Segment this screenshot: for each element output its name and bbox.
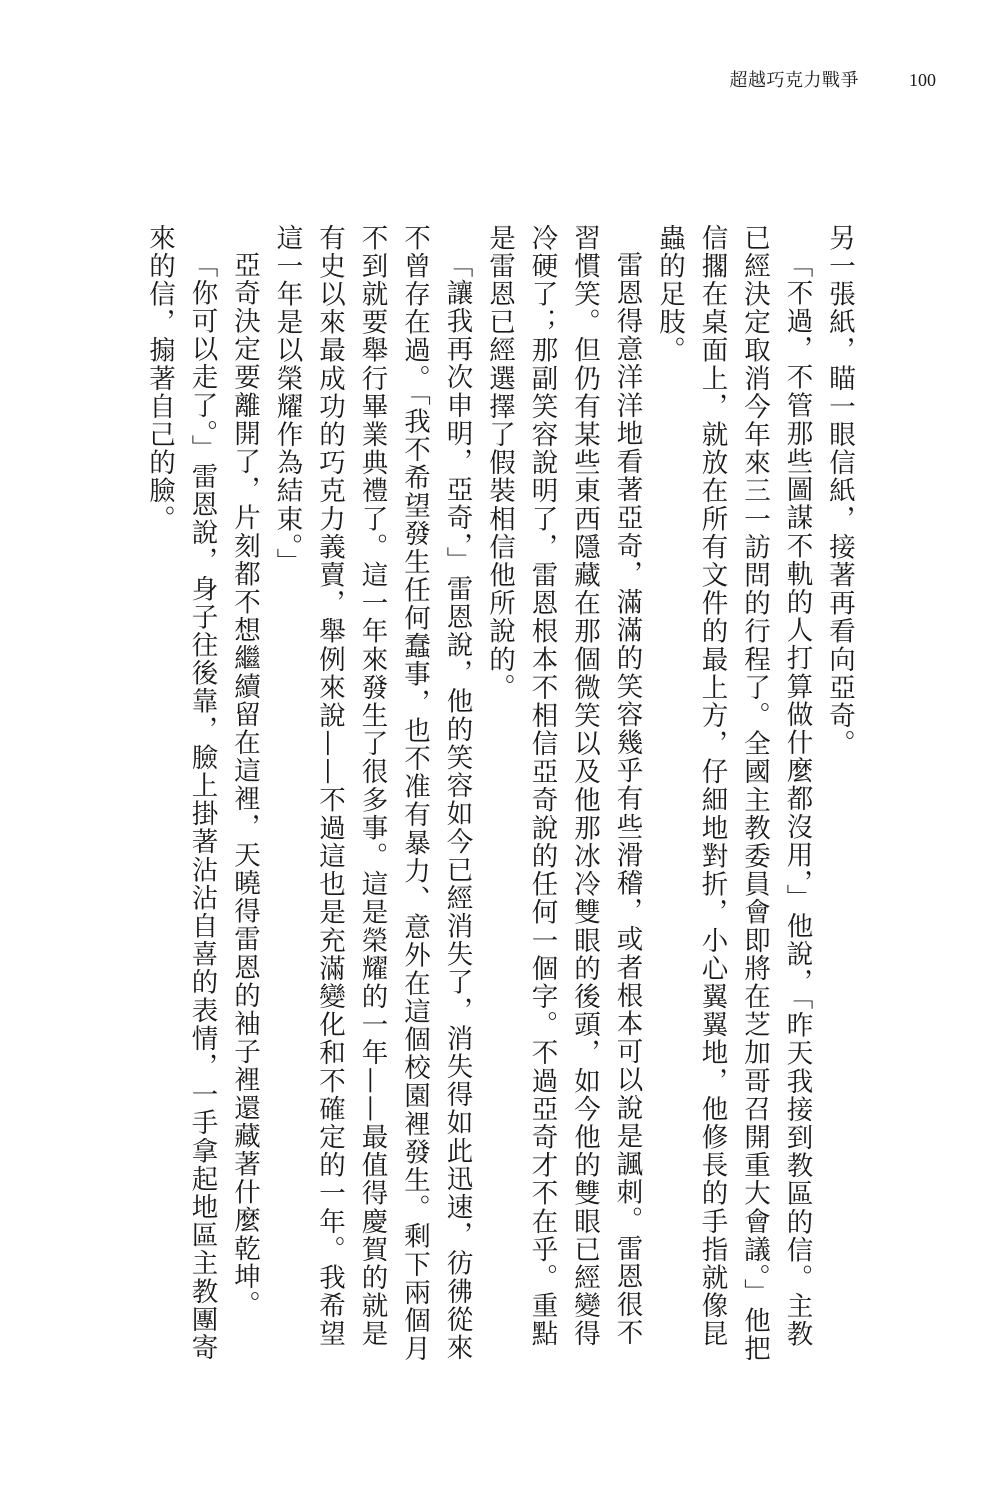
running-header — [730, 66, 937, 92]
body-text — [140, 224, 860, 1364]
page-number: 100 — [909, 70, 936, 90]
paragraph: 「不過，不管那些圖謀不軌的人打算做什麼都沒用，」他說，「昨天我接到教區的信。主教已經決定取消今年來三一訪問的行程了。全國主教委員會即將在芝加哥召開重大會議。」他把信擱在桌面上，就放在所有文件的最上方，仔細地對折，小心翼翼地，他修長的手指就像昆蟲的足肢。 — [654, 224, 813, 1363]
paragraph: 亞奇決定要離開了，片刻都不想繼續留在這裡，天曉得雷恩的袖子裡還藏著什麼乾坤。 — [229, 250, 260, 1319]
paragraph: 「你可以走了。」雷恩說，身子往後靠，臉上掛著沾沾自喜的表情，一手拿起地區主教團寄來的信，搧著自己的臉。 — [144, 224, 218, 1362]
paragraph-continuation: 另一張紙，瞄一眼信紙，接著再看向亞奇。 — [824, 224, 855, 758]
paragraph: 「讓我再次申明，亞奇，」雷恩說，他的笑容如今已經消失了，消失得如此迅速，彷彿從來不曾存在過。「我不希望發生任何蠢事，也不准有暴力、意外在這個校園裡發生。剩下兩個月不到就要舉行畢業典禮了。這一年來發生了很多事。這是榮耀的一年——最值得慶賀的就是有史以來最成功的巧克力義賣，舉例來說——不過這也是充滿變化和不確定的一年。我希望這一年是以榮耀作為結束。」 — [271, 224, 473, 1363]
paragraph: 雷恩得意洋洋地看著亞奇，滿滿的笑容幾乎有些滑稽，或者根本可以說是諷刺。雷恩很不習慣笑。但仍有某些東西隱藏在那個微笑以及他那冰冷雙眼的後頭，如今他的雙眼已經變得冷硬了；那副笑容說明了，雷恩根本不相信亞奇說的任何一個字。不過亞奇才不在乎。重點是雷恩已經選擇了假裝相信他所說的。 — [484, 224, 643, 1348]
book-title: 超越巧克力戰爭 — [729, 70, 859, 91]
